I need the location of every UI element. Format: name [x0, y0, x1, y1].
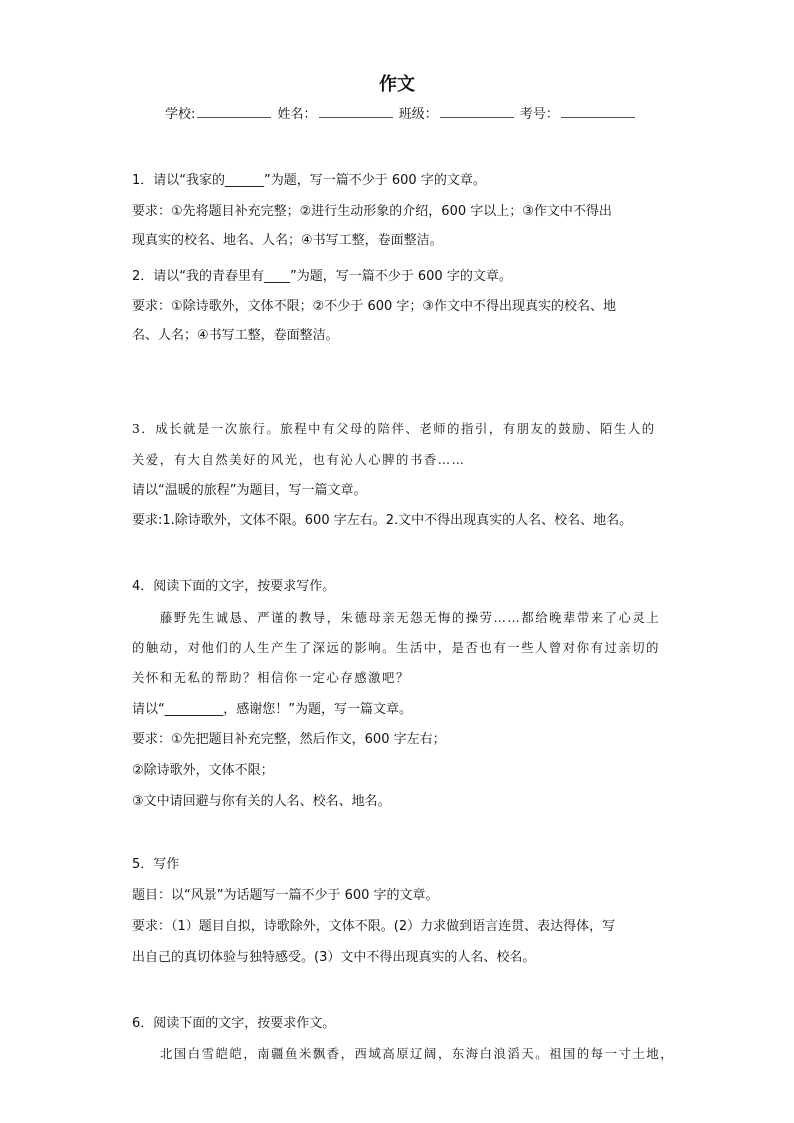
question-text: 请以“_________，感谢您！”为题，写一篇文章。 — [132, 702, 412, 717]
passage-text: 北国白雪皑皑，南疆鱼米飘香，西域高原辽阔，东海白浪滔天。祖国的每一寸土地， — [160, 1047, 675, 1061]
number-field[interactable] — [561, 105, 635, 118]
school-field[interactable] — [197, 105, 271, 118]
passage-text: 关爱，有大自然美好的风光，也有沁人心脾的书香…… — [132, 453, 466, 467]
passage-text: 关怀和无私的帮助？相信你一定心存感激吧？ — [132, 671, 410, 685]
requirement-text: 出自己的真切体验与独特感受。(3）文中不得出现真实的人名、校名。 — [132, 950, 536, 965]
name-field[interactable] — [319, 105, 393, 118]
question-text: 请以“温暖的旅程”为题目，写一篇文章。 — [132, 483, 367, 498]
student-info-line — [165, 103, 637, 122]
number-label: 考号： — [519, 107, 559, 122]
requirement-text: 要求：（1）题目自拟，诗歌除外，文体不限。(2）力求做到语言连贯、表达得体，写 — [132, 919, 616, 934]
name-label: 姓名： — [277, 107, 317, 122]
school-label: 学校: — [165, 107, 196, 122]
class-label: 班级： — [398, 107, 438, 122]
class-field[interactable] — [440, 105, 514, 118]
question-text: 6．阅读下面的文字，按要求作文。 — [132, 1016, 336, 1031]
question-text: 4．阅读下面的文字，按要求写作。 — [132, 579, 336, 594]
requirement-text: 要求：①先将题目补充完整；②进行生动形象的介绍，600 字以上；③作文中不得出 — [132, 204, 612, 219]
requirement-text: 现真实的校名、地名、人名；④书写工整，卷面整洁。 — [132, 233, 443, 248]
topic-text: 题目：以“风景”为话题写一篇不少于 600 字的文章。 — [132, 888, 439, 903]
page-title: 作文 — [379, 74, 415, 95]
requirement-text: ②除诗歌外，文体不限； — [132, 763, 274, 778]
requirement-text: 名、人名；④书写工整，卷面整洁。 — [132, 328, 339, 343]
passage-text: 的触动，对他们的人生产生了深远的影响。生活中，是否也有一些人曾对你有过亲切的 — [132, 641, 661, 655]
requirement-text: 要求：①先把题目补充完整，然后作文，600 字左右； — [132, 732, 446, 747]
question-text: 1．请以“我家的______”为题，写一篇不少于 600 字的文章。 — [132, 173, 486, 188]
question-text: 5．写作 — [132, 857, 180, 872]
requirement-text: 要求：①除诗歌外，文体不限；②不少于 600 字；③作文中不得出现真实的校名、地 — [132, 299, 617, 314]
passage-text: 藤野先生诚恳、严谨的教导，朱德母亲无怨无悔的操劳……都给晚辈带来了心灵上 — [160, 611, 661, 625]
passage-text: 3．成长就是一次旅行。旅程中有父母的陪伴、老师的指引，有朋友的鼓励、陌生人的 — [132, 422, 656, 436]
requirement-text: 要求:1.除诗歌外，文体不限。600 字左右。2.文中不得出现真实的人名、校名、地名。 — [132, 513, 633, 528]
requirement-text: ③文中请回避与你有关的人名、校名、地名。 — [132, 794, 391, 809]
question-text: 2．请以“我的青春里有____”为题，写一篇不少于 600 字的文章。 — [132, 269, 512, 284]
